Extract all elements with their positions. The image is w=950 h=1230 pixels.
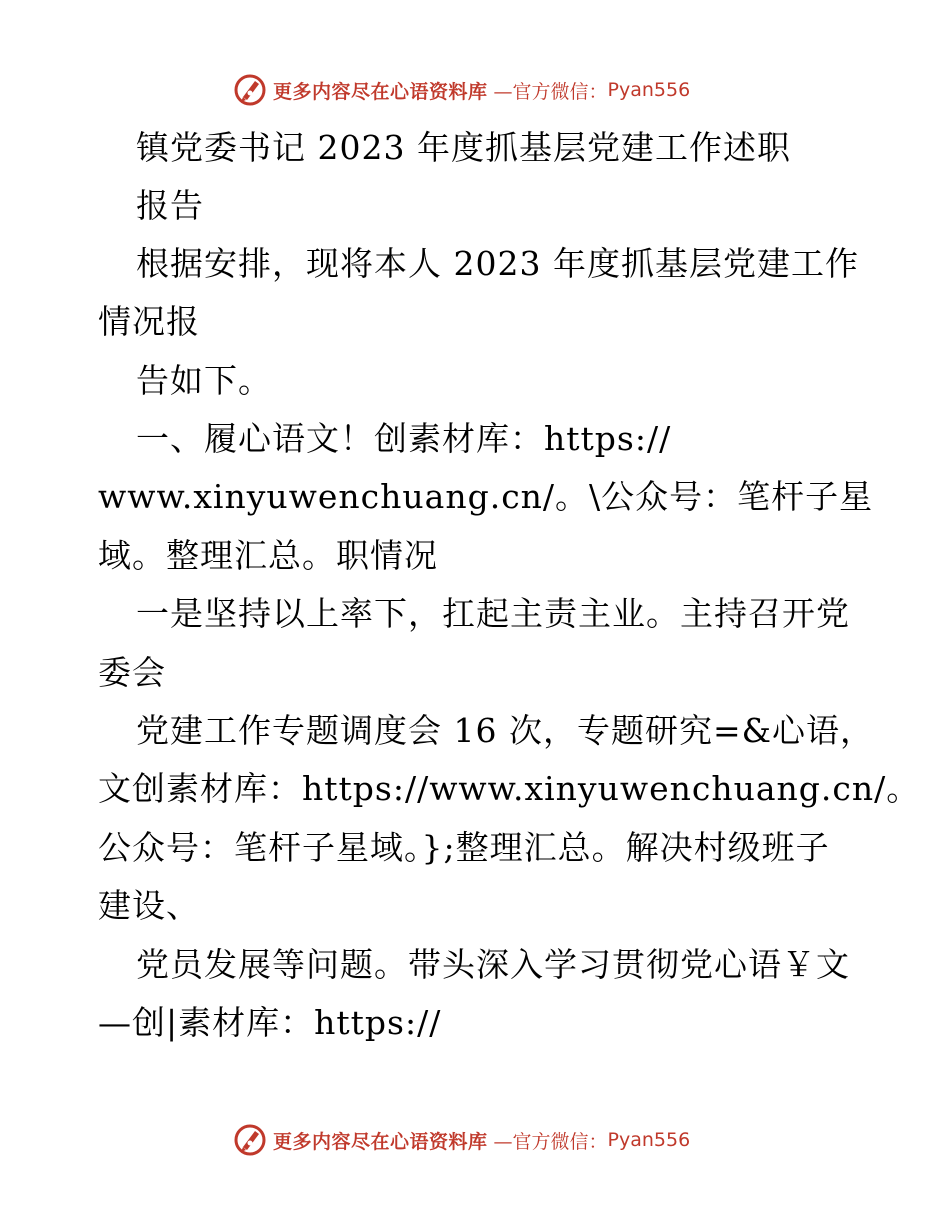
paragraph-line: 域。整理汇总。职情况 — [98, 536, 438, 575]
paragraph-line: 建设、 — [98, 886, 200, 925]
paragraph-line: 委会 — [98, 653, 166, 692]
banner-title: 更多内容尽在心语资料库 — [273, 80, 488, 103]
banner-wechat-handle: Pyan556 — [607, 79, 691, 101]
paragraph-line: www.xinyuwenchuang.cn/。\公众号：笔杆子星 — [98, 477, 874, 516]
doc-title-line-1: 镇党委书记 2023 年度抓基层党建工作述职 — [136, 128, 791, 167]
doc-title-line-2: 报告 — [136, 186, 204, 225]
paragraph-line: —创|素材库：https:// — [98, 1003, 442, 1042]
banner-title: 更多内容尽在心语资料库 — [273, 1130, 488, 1153]
banner-wechat-handle: Pyan556 — [607, 1129, 691, 1151]
paragraph-line: 告如下。 — [136, 361, 272, 400]
paragraph-line: 党建工作专题调度会 16 次，专题研究=&心语， — [136, 711, 874, 750]
paragraph-line: 根据安排，现将本人 2023 年度抓基层党建工作 — [136, 244, 859, 283]
paragraph-line: 文创素材库：https://www.xinyuwenchuang.cn/。 — [98, 769, 921, 808]
paragraph-line: 党员发展等问题。带头深入学习贯彻党心语￥文 — [136, 945, 850, 984]
pen-logo-icon — [233, 1123, 267, 1157]
paragraph-line: 公众号：笔杆子星域。};整理汇总。解决村级班子 — [98, 828, 830, 867]
footer-banner — [233, 1120, 690, 1160]
header-banner — [233, 70, 690, 110]
paragraph-line: 情况报 — [98, 302, 200, 341]
banner-contact-label: —官方微信： — [493, 1130, 608, 1153]
banner-contact-label: —官方微信： — [493, 80, 608, 103]
pen-logo-icon — [233, 73, 267, 107]
paragraph-line: 一是坚持以上率下，扛起主责主业。主持召开党 — [136, 594, 850, 633]
section-heading-line: 一、履心语文！创素材库：https:// — [136, 419, 672, 458]
